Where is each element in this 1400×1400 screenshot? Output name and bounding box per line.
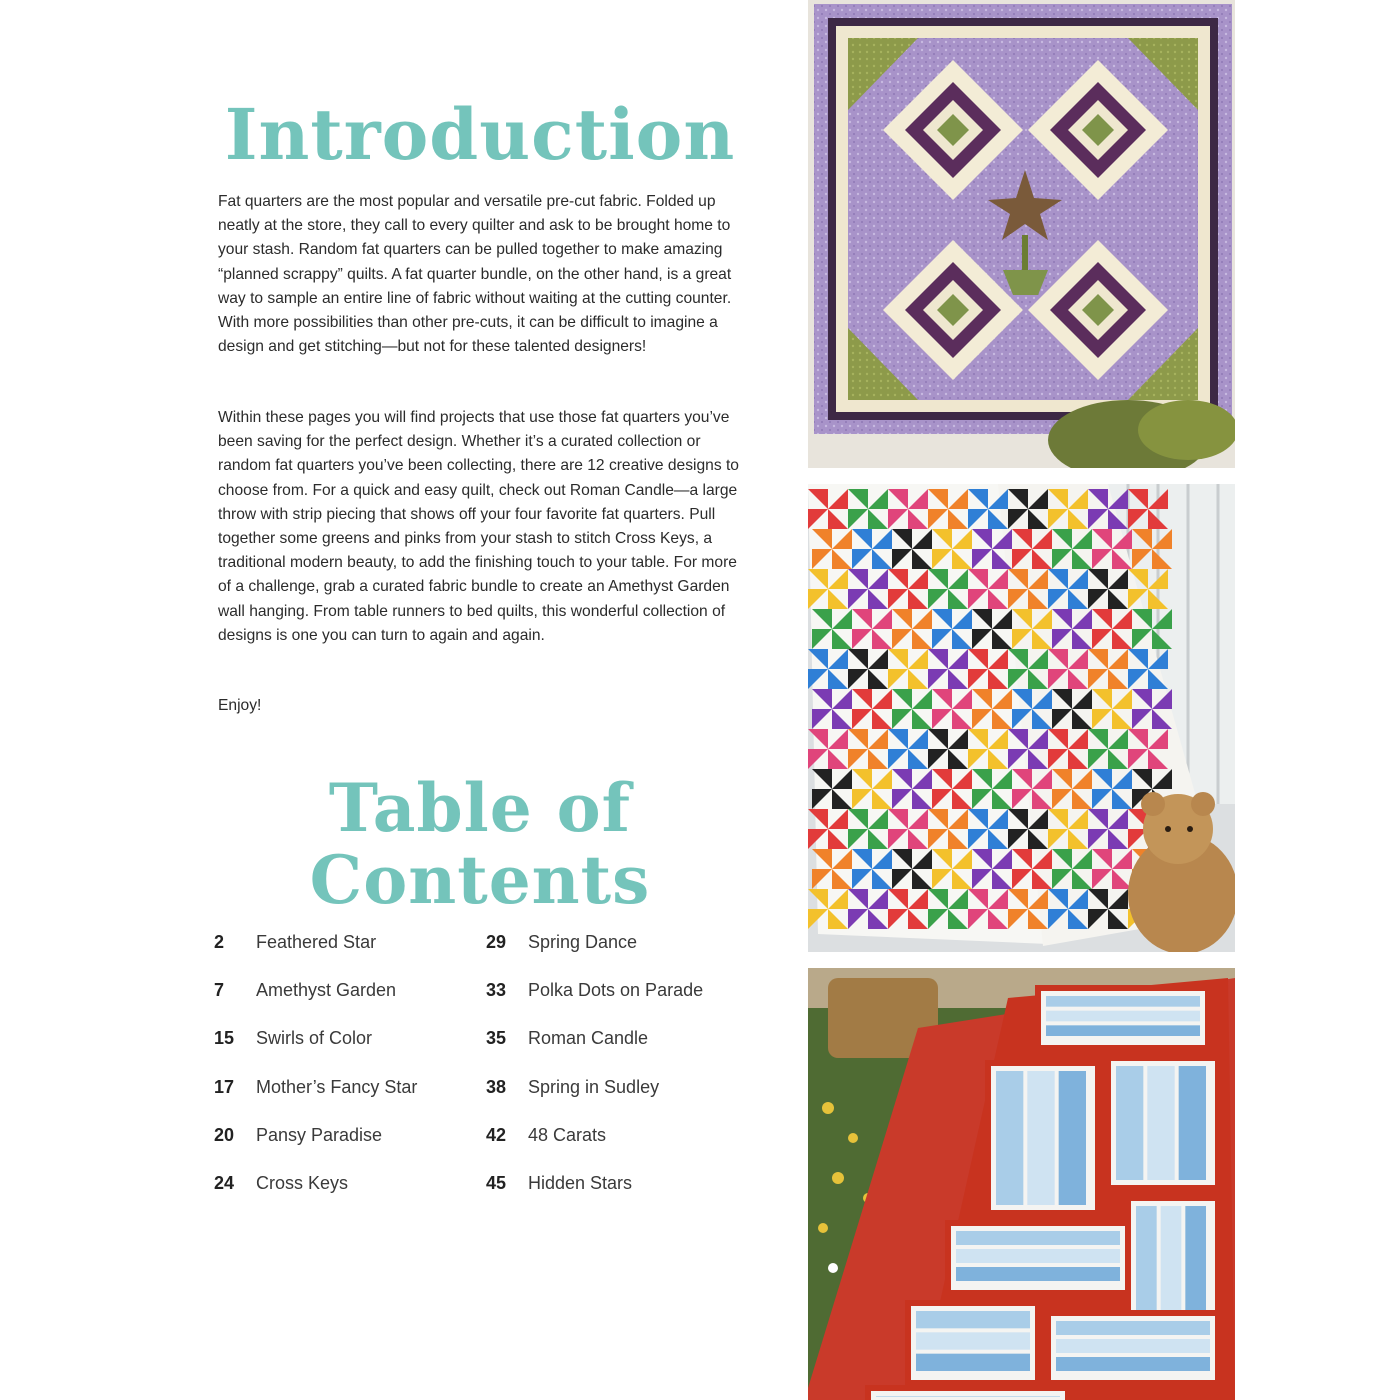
blue-strip: [956, 1267, 1120, 1281]
blue-strip: [1027, 1071, 1054, 1205]
toc-entry-title: Feathered Star: [256, 932, 377, 952]
toc-entry-title: Mother’s Fancy Star: [256, 1076, 418, 1097]
quilt-illustration: [808, 968, 1235, 1400]
blue-strip: [1147, 1066, 1174, 1180]
quilt-illustration: [808, 0, 1235, 468]
toc-entry[interactable]: [486, 980, 756, 1028]
pinwheel-quilt-photo: [808, 484, 1235, 952]
blue-strip: [1056, 1339, 1210, 1353]
toc-entry-title: Cross Keys: [256, 1172, 349, 1193]
blue-strip: [876, 1396, 1060, 1397]
blue-strip: [956, 1249, 1120, 1263]
blue-strip: [1046, 1011, 1200, 1022]
blue-strip: [1059, 1071, 1086, 1205]
toc-entry[interactable]: [214, 1125, 484, 1173]
toc-entry[interactable]: [214, 932, 484, 980]
blue-strip: [1056, 1321, 1210, 1335]
toc-heading-line: Contents: [309, 841, 651, 919]
toc-entry-title: Polka Dots on Parade: [528, 980, 704, 1001]
toc-page-number: 24: [214, 1172, 235, 1193]
intro-paragraph: Within these pages you will find projects that use those fat quarters you’ve been saving for the perfect design. Whether it’s a curated collection or random fat quarters you’ve been collecting, there are 12 creative designs to choose from. For a quick and easy quilt, check out Roman Candle—a large throw with strip piecing that shows off your four favorite fat quarters. Pull together some greens and pinks from your stash to stitch Cross Keys, a traditional modern beauty, to add the finishing touch to your table. For more of a challenge, grab a curated fabric bundle to create an Amethyst Garden wall hanging. From table runners to bed quilts, this wonderful collection of designs is one you can turn to again and again.: [218, 409, 739, 644]
toc-entry[interactable]: [486, 932, 756, 980]
toc-page-number: 2: [214, 932, 225, 952]
toc-page-number: 7: [214, 980, 225, 1001]
quilt-illustration: [808, 484, 1235, 952]
roman-candle-quilt-photo: [808, 968, 1235, 1400]
toc-entry[interactable]: [486, 1028, 756, 1076]
toc-entry-title: Swirls of Color: [256, 1028, 373, 1049]
toc-page-number: 45: [486, 1172, 507, 1193]
toc-entry[interactable]: [214, 1173, 484, 1221]
toc-entry[interactable]: [214, 1077, 484, 1125]
blue-strip: [916, 1354, 1030, 1371]
toc-page-number: 20: [214, 1124, 235, 1145]
blue-strip: [1056, 1357, 1210, 1371]
strip-block: [868, 1388, 1068, 1400]
blue-strip: [996, 1071, 1023, 1205]
toc-entry[interactable]: [486, 1077, 756, 1125]
blue-strip: [1116, 1066, 1143, 1180]
toc-entry-title: Spring Dance: [528, 932, 638, 952]
blue-strip: [916, 1311, 1030, 1328]
toc-page-number: 15: [214, 1028, 235, 1049]
blue-strip: [1046, 1025, 1200, 1036]
toc-entry[interactable]: [214, 1028, 484, 1076]
toc-entry[interactable]: [214, 980, 484, 1028]
toc-entry-title: Amethyst Garden: [256, 980, 397, 1001]
toc-heading: [240, 769, 720, 919]
blue-strip: [1046, 996, 1200, 1007]
toc-page-number: 33: [486, 980, 507, 1001]
toc-entry-title: Roman Candle: [528, 1028, 649, 1049]
toc-column-right: [486, 932, 756, 1221]
amethyst-garden-quilt-photo: [808, 0, 1235, 468]
toc-entry-title: 48 Carats: [528, 1124, 607, 1145]
blue-strip: [916, 1332, 1030, 1349]
toc-entry-title: Spring in Sudley: [528, 1076, 660, 1097]
toc-entry[interactable]: [486, 1173, 756, 1221]
blue-strip: [1179, 1066, 1206, 1180]
intro-paragraph: Fat quarters are the most popular and versatile pre-cut fabric. Folded up neatly at the store, they call to every quilter and ask to be brought home to your stash. Random fat quarters can be pulled together to make amazing “planned scrappy” quilts. A fat quarter bundle, on the other hand, is a great way to sample an entire line of fabric without waiting at the cutting counter. With more possibilities than other pre-cuts, it can be difficult to imagine a design and get stitching—but not for these talented designers!: [218, 193, 732, 356]
toc-entry[interactable]: [486, 1125, 756, 1173]
intro-heading: Introduction: [224, 93, 736, 176]
toc-page-number: 17: [214, 1076, 235, 1097]
toc-entry-title: Hidden Stars: [528, 1172, 633, 1193]
toc-page-number: 38: [486, 1076, 507, 1097]
toc-page-number: 35: [486, 1028, 507, 1049]
toc-entry-title: Pansy Paradise: [256, 1124, 383, 1145]
toc-heading-line: Table of: [328, 769, 632, 847]
blue-strip: [956, 1231, 1120, 1245]
intro-closing: Enjoy!: [218, 697, 262, 714]
toc-page-number: 42: [486, 1124, 507, 1145]
toc-column-left: [214, 932, 484, 1221]
toc-page-number: 29: [486, 932, 507, 952]
